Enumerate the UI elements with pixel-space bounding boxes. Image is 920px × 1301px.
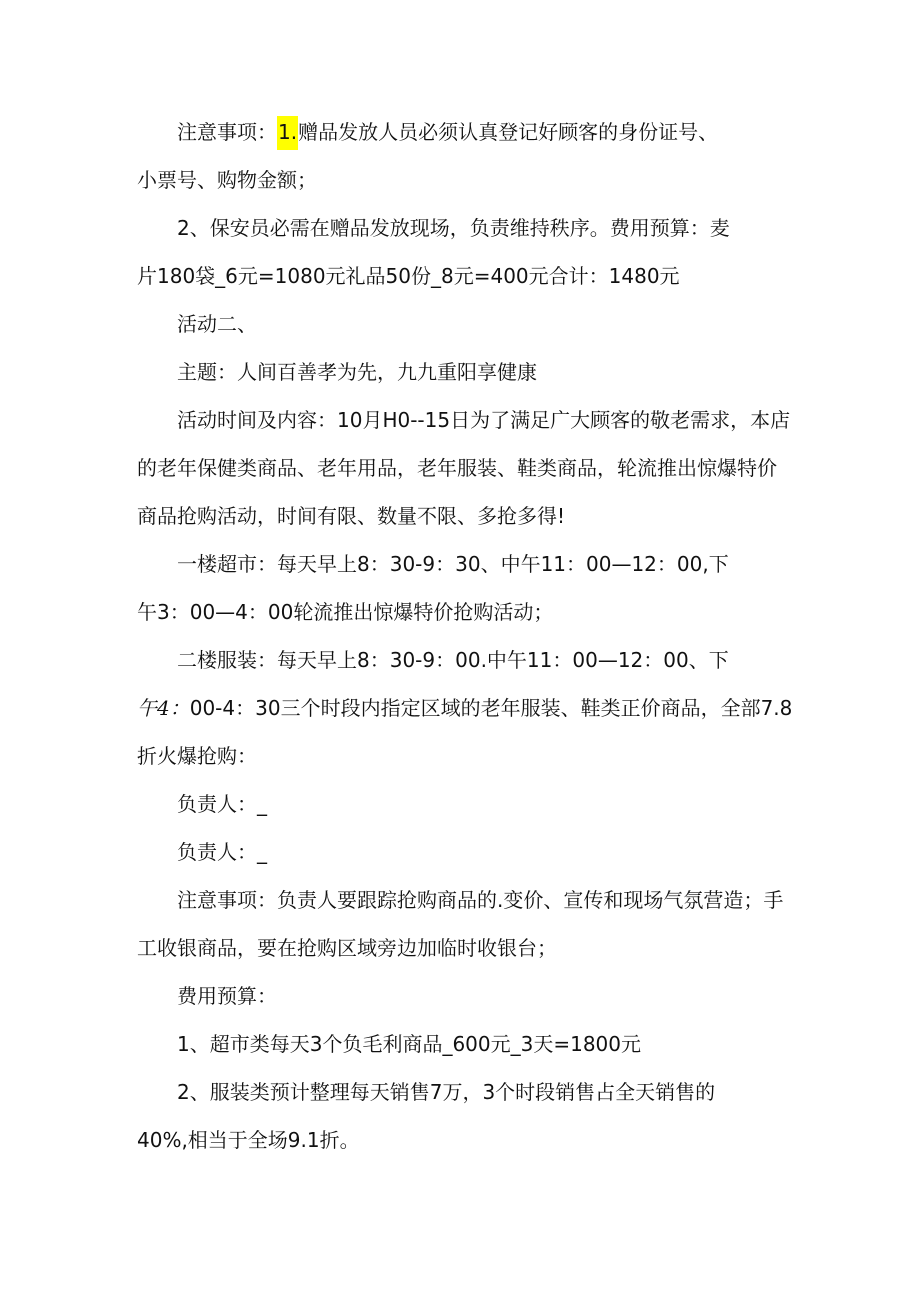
paragraph-line-4: 片180袋_6元=1080元礼品50份_8元=400元合计：1480元 (137, 264, 680, 288)
paragraph-line-2: 小票号、购物金额； (137, 168, 317, 192)
paragraph-line-22: 40%,相当于全场9.1折。 (137, 1128, 360, 1152)
section-heading: 活动二、 (177, 312, 257, 336)
theme-line: 主题：人间百善孝为先，九九重阳享健康 (177, 360, 537, 384)
paragraph-line-10: 一楼超市：每天早上8：30-9：30、中午11：00—12：00,下 (177, 552, 729, 576)
paragraph-line-8: 的老年保健类商品、老年用品，老年服装、鞋类商品，轮流推出惊爆特价 (137, 456, 777, 480)
line-text: 00-4：30三个时段内指定区域的老年服装、鞋类正价商品，全部7.8 (189, 696, 793, 720)
paragraph-line-11: 午3：00—4：00轮流推出惊爆特价抢购活动； (137, 600, 554, 624)
line-text: 赠品发放人员必须认真登记好顾客的身份证号、 (298, 120, 719, 144)
paragraph-line-1 (177, 118, 718, 146)
notice-label: 注意事项： (177, 120, 277, 144)
paragraph-line-17: 注意事项：负责人要跟踪抢购商品的.变价、宣传和现场气氛营造；手 (177, 888, 784, 912)
paragraph-line-7: 活动时间及内容：10月H0--15日为了满足广大顾客的敬老需求，本店 (177, 408, 791, 432)
budget-item-1: 1、超市类每天3个负毛利商品_600元_3天=1800元 (177, 1032, 642, 1056)
responsible-person-2: 负责人：_ (177, 840, 267, 864)
paragraph-line-14: 折火爆抢购： (137, 744, 257, 768)
budget-heading: 费用预算： (177, 984, 277, 1008)
paragraph-line-3: 2、保安员必需在赠品发放现场，负责维持秩序。费用预算：麦 (177, 216, 730, 240)
paragraph-line-12: 二楼服装：每天早上8：30-9：00.中午11：00—12：00、下 (177, 648, 729, 672)
budget-item-2: 2、服装类预计整理每天销售7万，3个时段销售占全天销售的 (177, 1080, 716, 1104)
paragraph-line-18: 工收银商品，要在抢购区域旁边加临时收银台； (137, 936, 557, 960)
responsible-person-1: 负责人：_ (177, 792, 267, 816)
paragraph-line-13 (137, 694, 792, 722)
italic-text: 午4： (137, 696, 190, 720)
highlighted-number: 1. (277, 116, 298, 150)
paragraph-line-9: 商品抢购活动，时间有限、数量不限、多抢多得! (137, 504, 566, 528)
